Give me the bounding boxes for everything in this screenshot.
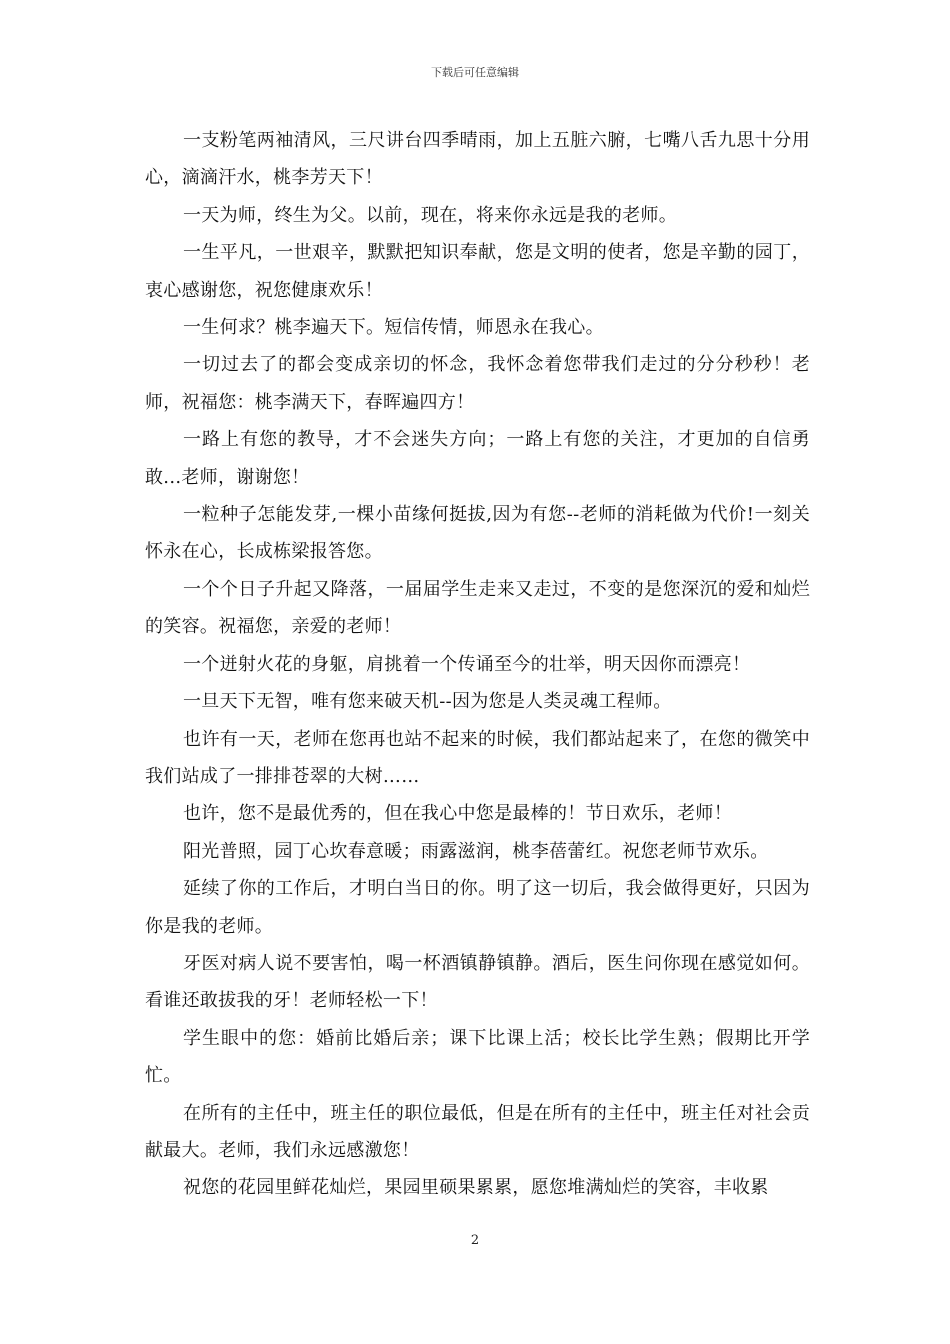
paragraph: 学生眼中的您：婚前比婚后亲；课下比课上活；校长比学生熟；假期比开学忙。 [145, 1027, 810, 1087]
paragraph: 一路上有您的教导，才不会迷失方向；一路上有您的关注，才更加的自信勇敢...老师，谢谢您！ [145, 429, 810, 488]
paragraph: 也许，您不是最优秀的，但在我心中您是最棒的！节日欢乐，老师！ [183, 803, 732, 825]
paragraph: 一支粉笔两袖清风，三尺讲台四季晴雨，加上五脏六腑，七嘴八舌九思十分用心，滴滴汗水，桃李芳天下！ [145, 130, 810, 189]
page-header: 下载后可任意编辑 [431, 66, 519, 79]
paragraph: 一旦天下无智，唯有您来破天机--因为您是人类灵魂工程师。 [183, 691, 672, 713]
paragraph: 牙医对病人说不要害怕，喝一杯酒镇静镇静。酒后，医生问你现在感觉如何。看谁还敢拔我的牙！老师轻松一下！ [145, 952, 810, 1012]
page-number: 2 [470, 1233, 480, 1248]
paragraph: 一天为师，终生为父。以前，现在，将来你永远是我的老师。 [183, 204, 678, 226]
paragraph: 一生平凡，一世艰辛，默默把知识奉献，您是文明的使者，您是辛勤的园丁，衷心感谢您，祝您健康欢乐！ [145, 242, 810, 301]
paragraph: 一生何求？桃李遍天下。短信传情，师恩永在我心。 [183, 317, 604, 339]
paragraph: 祝您的花园里鲜花灿烂，果园里硕果累累，愿您堆满灿烂的笑容，丰收累 [183, 1177, 769, 1199]
paragraph: 一粒种子怎能发芽,一棵小苗缘何挺拔,因为有您--老师的消耗做为代价!一刻关怀永在心，长成栋梁报答您。 [145, 504, 810, 563]
paragraph: 一个个日子升起又降落，一届届学生走来又走过，不变的是您深沉的爱和灿烂的笑容。祝福您，亲爱的老师！ [145, 578, 810, 638]
document-body [145, 122, 810, 1207]
paragraph: 在所有的主任中，班主任的职位最低，但是在所有的主任中，班主任对社会贡献最大。老师，我们永远感激您！ [145, 1102, 810, 1161]
paragraph: 一个迸射火花的身躯，肩挑着一个传诵至今的壮举，明天因你而漂亮！ [183, 653, 751, 675]
paragraph: 也许有一天，老师在您再也站不起来的时候，我们都站起来了，在您的微笑中我们站成了一排排苍翠的大树…… [145, 728, 810, 787]
paragraph: 一切过去了的都会变成亲切的怀念，我怀念着您带我们走过的分分秒秒！老师，祝福您：桃李满天下，春晖遍四方！ [145, 354, 810, 413]
paragraph: 延续了你的工作后，才明白当日的你。明了这一切后，我会做得更好，只因为你是我的老师。 [145, 878, 810, 937]
paragraph: 阳光普照，园丁心坎春意暖；雨露滋润，桃李蓓蕾红。祝您老师节欢乐。 [183, 840, 769, 862]
